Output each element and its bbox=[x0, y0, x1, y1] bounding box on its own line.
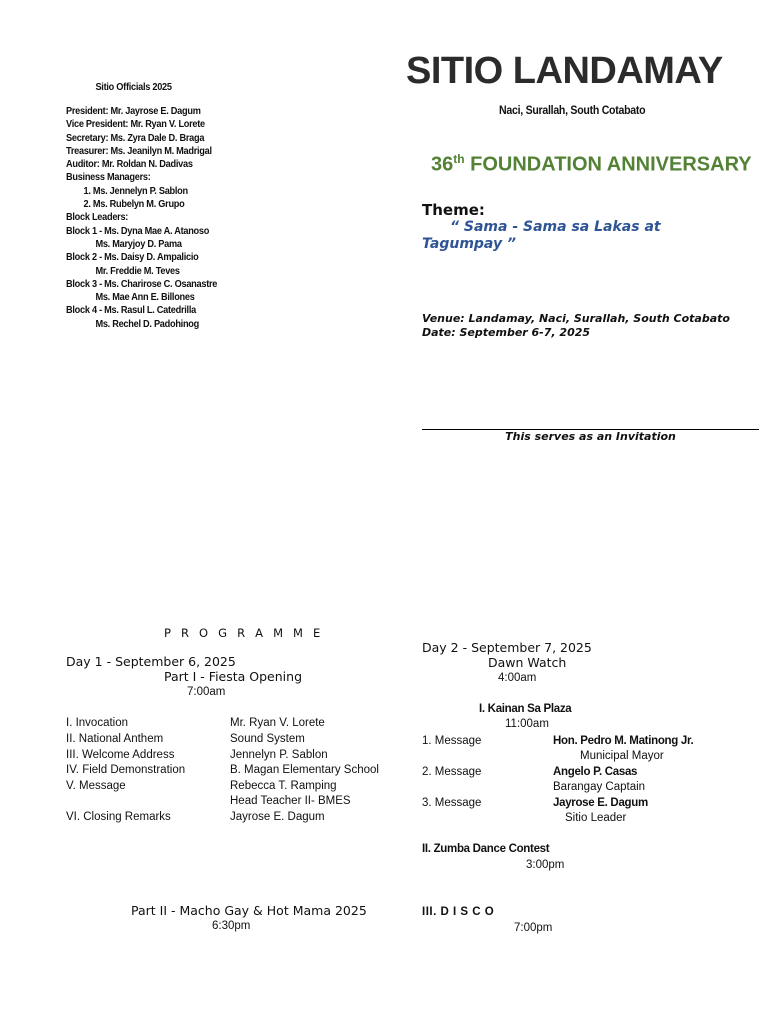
date-text: Date: September 6-7, 2025 bbox=[422, 326, 591, 339]
message-label: 2. Message bbox=[422, 766, 482, 778]
programme-person: Rebecca T. Ramping bbox=[230, 780, 337, 792]
programme-item: V. Message bbox=[66, 780, 126, 792]
location-subtitle: Naci, Surallah, South Cotabato bbox=[499, 105, 646, 117]
message-role: Sitio Leader bbox=[565, 812, 627, 824]
message-role: Municipal Mayor bbox=[580, 750, 664, 762]
day2-plaza-time: 11:00am bbox=[505, 718, 549, 730]
officials-title: Sitio Officials 2025 bbox=[95, 82, 172, 93]
official-line: Auditor: Mr. Roldan N. Dadivas bbox=[66, 159, 193, 171]
programme-person: Sound System bbox=[230, 733, 305, 745]
official-line: Block 3 - Ms. Charirose C. Osanastre bbox=[66, 278, 218, 290]
venue-date-block bbox=[422, 312, 730, 340]
official-line: Vice President: Mr. Ryan V. Lorete bbox=[66, 119, 205, 131]
official-line: Secretary: Ms. Zyra Dale D. Braga bbox=[66, 132, 205, 144]
programme-person: B. Magan Elementary School bbox=[230, 764, 379, 776]
day2-dawn-title: Dawn Watch bbox=[488, 655, 567, 670]
theme-label: Theme: bbox=[422, 201, 485, 219]
official-line: Ms. Rechel D. Padohinog bbox=[95, 318, 199, 330]
programme-person: Jayrose E. Dagum bbox=[230, 811, 325, 823]
page-title: SITIO LANDAMAY bbox=[406, 50, 723, 92]
programme-title: P R O G R A M M E bbox=[164, 626, 324, 640]
anniversary-number: 36 bbox=[431, 153, 454, 176]
programme-item: III. Welcome Address bbox=[66, 749, 175, 761]
programme-item: I. Invocation bbox=[66, 717, 129, 729]
day1-part1-title: Part I - Fiesta Opening bbox=[164, 669, 303, 684]
official-line: Block 2 - Ms. Daisy D. Ampalicio bbox=[66, 252, 199, 264]
day2-heading: Day 2 - September 7, 2025 bbox=[422, 640, 592, 655]
programme-item: II. National Anthem bbox=[66, 733, 164, 745]
day2-zumba-time: 3:00pm bbox=[526, 859, 565, 871]
day2-plaza-title: I. Kainan Sa Plaza bbox=[479, 703, 572, 715]
day1-part2-title: Part II - Macho Gay & Hot Mama 2025 bbox=[131, 903, 367, 918]
official-line: Mr. Freddie M. Teves bbox=[95, 265, 180, 277]
message-speaker: Jayrose E. Dagum bbox=[553, 797, 648, 809]
programme-person: Mr. Ryan V. Lorete bbox=[230, 717, 325, 729]
message-label: 1. Message bbox=[422, 735, 482, 747]
day2-zumba-title: II. Zumba Dance Contest bbox=[422, 843, 550, 855]
day2-disco-title: III. D I S C O bbox=[422, 906, 495, 918]
message-speaker: Angelo P. Casas bbox=[553, 766, 638, 778]
venue-text: Venue: Landamay, Naci, Surallah, South Cotabato bbox=[422, 312, 730, 325]
message-speaker: Hon. Pedro M. Matinong Jr. bbox=[553, 735, 694, 747]
day1-heading: Day 1 - September 6, 2025 bbox=[66, 654, 236, 669]
day1-part1-time: 7:00am bbox=[187, 686, 226, 698]
message-label: 3. Message bbox=[422, 797, 482, 809]
anniversary-text: FOUNDATION ANNIVERSARY bbox=[464, 153, 752, 176]
theme-text: “ Sama - Sama sa Lakas at Tagumpay ” bbox=[422, 219, 661, 252]
official-line: Ms. Mae Ann E. Billones bbox=[95, 292, 195, 304]
official-line: Block Leaders: bbox=[66, 212, 129, 224]
programme-person: Head Teacher II- BMES bbox=[230, 795, 351, 807]
official-line: President: Mr. Jayrose E. Dagum bbox=[66, 106, 201, 117]
day1-part2-time: 6:30pm bbox=[212, 920, 251, 932]
day2-dawn-time: 4:00am bbox=[498, 672, 537, 684]
official-line: Block 1 - Ms. Dyna Mae A. Atanoso bbox=[66, 225, 210, 237]
programme-item: VI. Closing Remarks bbox=[66, 811, 171, 823]
official-line: 1. Ms. Jennelyn P. Sablon bbox=[83, 185, 188, 197]
invitation-note: This serves as an Invitation bbox=[505, 430, 676, 443]
official-line: 2. Ms. Rubelyn M. Grupo bbox=[83, 199, 185, 211]
official-line: Treasurer: Ms. Jeanilyn M. Madrigal bbox=[66, 145, 212, 157]
official-line: Business Managers: bbox=[66, 172, 151, 184]
day2-disco-time: 7:00pm bbox=[514, 922, 553, 934]
official-line: Ms. Maryjoy D. Pama bbox=[95, 238, 182, 250]
anniversary-suffix: th bbox=[453, 152, 465, 166]
message-role: Barangay Captain bbox=[553, 781, 646, 793]
programme-item: IV. Field Demonstration bbox=[66, 764, 186, 776]
programme-person: Jennelyn P. Sablon bbox=[230, 749, 328, 761]
official-line: Block 4 - Ms. Rasul L. Catedrilla bbox=[66, 305, 196, 317]
anniversary-heading bbox=[431, 152, 752, 177]
officials-list bbox=[66, 82, 305, 331]
